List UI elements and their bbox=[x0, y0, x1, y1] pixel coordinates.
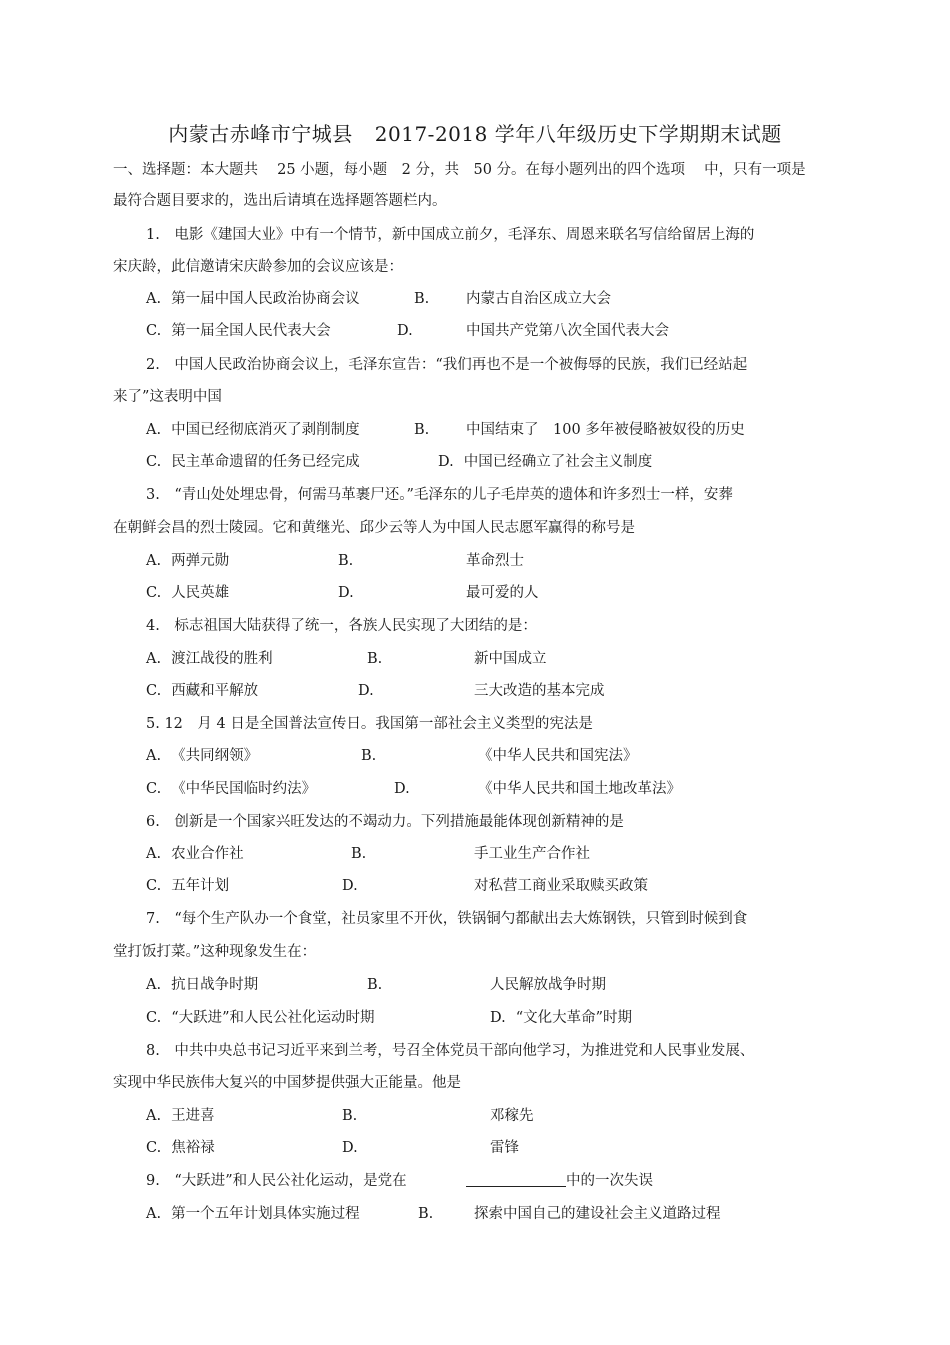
question-4-option-b-letter: B. bbox=[367, 651, 383, 667]
question-5-option-b-letter: B. bbox=[361, 748, 377, 764]
question-3-option-b-text: 革命烈士 bbox=[466, 553, 524, 569]
question-5-option-d-letter: D. bbox=[394, 781, 410, 797]
question-1-stem-line2: 宋庆龄，此信邀请宋庆龄参加的会议应该是： bbox=[113, 259, 403, 275]
question-9-option-b-letter: B. bbox=[418, 1206, 434, 1222]
question-7-option-d: D. “文化大革命”时期 bbox=[490, 1010, 633, 1026]
question-1-option-c: C. 第一届全国人民代表大会 bbox=[146, 323, 331, 339]
question-8-option-a: A. 王进喜 bbox=[146, 1108, 215, 1124]
question-1-option-a: A. 第一届中国人民政治协商会议 bbox=[146, 291, 360, 307]
question-6-option-a: A. 农业合作社 bbox=[146, 846, 244, 862]
question-7-option-a: A. 抗日战争时期 bbox=[146, 977, 259, 993]
question-8-option-d-text: 雷锋 bbox=[490, 1140, 519, 1156]
section-instructions-line1: 一、选择题：本大题共 25 小题，每小题 2 分，共 50 分。在每小题列出的四个选项 中，只有一项是 bbox=[113, 162, 806, 178]
question-3-option-a: A. 两弹元勋 bbox=[146, 553, 230, 569]
question-8-option-b-letter: B. bbox=[342, 1108, 358, 1124]
question-3-stem-line1: 3. “青山处处埋忠骨，何需马革裹尸还。”毛泽东的儿子毛岸英的遗体和许多烈士一样，安葬 bbox=[146, 487, 733, 503]
question-2-option-b-text: 中国结束了 100 多年被侵略被奴役的历史 bbox=[466, 422, 745, 438]
question-2-stem-line2: 来了”这表明中国 bbox=[113, 389, 222, 405]
question-9-stem: 9. “大跃进”和人民公社化运动，是党在 bbox=[146, 1173, 407, 1189]
answer-blank bbox=[466, 1172, 566, 1187]
question-1-stem-line1: 1. 电影《建国大业》中有一个情节，新中国成立前夕，毛泽东、周恩来联名写信给留居上海的 bbox=[146, 227, 755, 243]
question-9-stem-tail: 中的一次失误 bbox=[566, 1173, 653, 1189]
question-7-option-c: C. “大跃进”和人民公社化运动时期 bbox=[146, 1010, 375, 1026]
question-5-option-b-text: 《中华人民共和国宪法》 bbox=[478, 748, 638, 764]
question-7-stem-line1: 7. “每个生产队办一个食堂，社员家里不开伙，铁锅铜勺都献出去大炼钢铁，只管到时候到食 bbox=[146, 911, 748, 927]
question-8-stem-line1: 8. 中共中央总书记习近平来到兰考，号召全体党员干部向他学习，为推进党和人民事业发展、 bbox=[146, 1043, 755, 1059]
question-9-option-b-text: 探索中国自己的建设社会主义道路过程 bbox=[474, 1206, 721, 1222]
question-6-option-b-text: 手工业生产合作社 bbox=[474, 846, 590, 862]
question-8-stem-line2: 实现中华民族伟大复兴的中国梦提供强大正能量。他是 bbox=[113, 1075, 461, 1091]
question-3-option-d-letter: D. bbox=[338, 585, 354, 601]
question-4-option-d-text: 三大改造的基本完成 bbox=[474, 683, 605, 699]
question-6-option-d-text: 对私营工商业采取赎买政策 bbox=[474, 878, 648, 894]
question-3-option-d-text: 最可爱的人 bbox=[466, 585, 539, 601]
question-5-option-a: A. 《共同纲领》 bbox=[146, 748, 259, 764]
page-title bbox=[0, 118, 950, 147]
question-3-option-b-letter: B. bbox=[338, 553, 354, 569]
question-1-option-b-text: 内蒙古自治区成立大会 bbox=[466, 291, 611, 307]
question-7-stem-line2: 堂打饭打菜。”这种现象发生在： bbox=[113, 944, 317, 960]
question-4-option-b-text: 新中国成立 bbox=[474, 651, 547, 667]
title-part1: 内蒙古赤峰市宁城县 bbox=[168, 122, 353, 146]
question-8-option-b-text: 邓稼先 bbox=[490, 1108, 534, 1124]
question-9-blank bbox=[466, 1171, 653, 1191]
question-3-option-c: C. 人民英雄 bbox=[146, 585, 230, 601]
question-6-option-b-letter: B. bbox=[351, 846, 367, 862]
question-2-option-c: C. 民主革命遗留的任务已经完成 bbox=[146, 454, 360, 470]
question-1-option-d-text: 中国共产党第八次全国代表大会 bbox=[466, 323, 669, 339]
question-5-option-c: C. 《中华民国临时约法》 bbox=[146, 781, 317, 797]
question-7-option-b-text: 人民解放战争时期 bbox=[490, 977, 606, 993]
section-instructions-line2: 最符合题目要求的，选出后请填在选择题答题栏内。 bbox=[113, 193, 447, 209]
question-6-option-c: C. 五年计划 bbox=[146, 878, 230, 894]
question-4-option-a: A. 渡江战役的胜利 bbox=[146, 651, 273, 667]
title-part2: 2017-2018 学年八年级历史下学期期末试题 bbox=[374, 122, 782, 146]
question-4-option-d-letter: D. bbox=[358, 683, 374, 699]
question-4-stem: 4. 标志祖国大陆获得了统一，各族人民实现了大团结的是： bbox=[146, 618, 537, 634]
question-1-option-d-letter: D. bbox=[397, 323, 413, 339]
question-2-option-b-letter: B. bbox=[414, 422, 430, 438]
question-2-stem-line1: 2. 中国人民政治协商会议上，毛泽东宣告：“我们再也不是一个被侮辱的民族，我们已经站起 bbox=[146, 357, 748, 373]
question-8-option-c: C. 焦裕禄 bbox=[146, 1140, 215, 1156]
question-1-option-b-letter: B. bbox=[414, 291, 430, 307]
question-8-option-d-letter: D. bbox=[342, 1140, 358, 1156]
question-5-stem: 5. 12 月 4 日是全国普法宣传日。我国第一部社会主义类型的宪法是 bbox=[146, 716, 593, 732]
question-5-option-d-text: 《中华人民共和国土地改革法》 bbox=[478, 781, 681, 797]
question-9-option-a: A. 第一个五年计划具体实施过程 bbox=[146, 1206, 360, 1222]
question-2-option-a: A. 中国已经彻底消灭了剥削制度 bbox=[146, 422, 360, 438]
question-6-stem: 6. 创新是一个国家兴旺发达的不竭动力。下列措施最能体现创新精神的是 bbox=[146, 814, 624, 830]
question-7-option-b-letter: B. bbox=[367, 977, 383, 993]
question-2-option-d: D. 中国已经确立了社会主义制度 bbox=[438, 454, 653, 470]
question-6-option-d-letter: D. bbox=[342, 878, 358, 894]
question-3-stem-line2: 在朝鲜会昌的烈士陵园。它和黄继光、邱少云等人为中国人民志愿军赢得的称号是 bbox=[113, 520, 635, 536]
question-4-option-c: C. 西藏和平解放 bbox=[146, 683, 259, 699]
